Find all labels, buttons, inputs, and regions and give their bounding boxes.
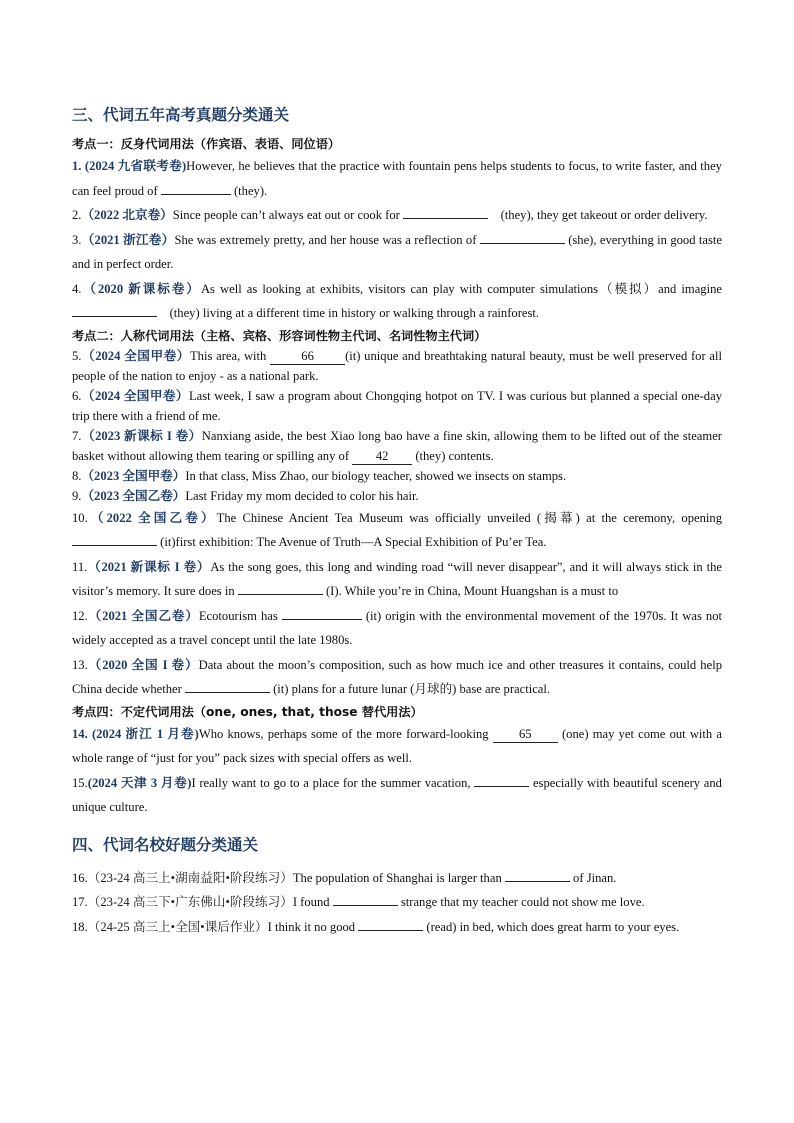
question-source: （2023 全国甲卷） — [81, 468, 186, 483]
answer-blank[interactable] — [333, 905, 398, 906]
question-text: (I). While you’re in China, Mount Huangshan is a must to — [322, 584, 619, 598]
question-source: （2023 新课标 I 卷） — [81, 428, 202, 443]
question-text: (it) plans for a future lunar (月球的) base are practical. — [269, 682, 551, 696]
question-source: （2022 全国乙卷） — [87, 510, 217, 525]
question-text: The Chinese Ancient Tea Museum was officially unveiled (揭幕) at the ceremony, opening — [216, 510, 722, 525]
question-3 — [72, 228, 722, 277]
question-text: (they) living at a different time in history or walking through a rainforest. — [166, 306, 540, 320]
question-number: 18. — [72, 919, 88, 934]
question-text: (they) contents. — [412, 448, 494, 463]
question-text: especially with beautiful scenery and unique culture. — [72, 775, 722, 814]
kaodian-1-heading: 考点一：反身代词用法（作宾语、表语、同位语） — [72, 137, 341, 151]
question-text: (they), they get takeout or order delivery. — [497, 208, 708, 222]
question-text: (read) in bed, which does great harm to your eyes. — [423, 919, 680, 934]
question-17 — [72, 890, 722, 915]
question-source: （2024 全国甲卷） — [81, 388, 189, 403]
question-10 — [72, 506, 722, 555]
question-text: She was extremely pretty, and her house was a reflection of — [174, 232, 480, 247]
question-text: However, he believes that the practice with fountain pens helps students to focus, to write faster, and they can feel proud of — [72, 159, 722, 198]
answer-blank[interactable] — [72, 545, 157, 546]
question-number: 6. — [72, 388, 82, 403]
question-8 — [72, 466, 722, 486]
answer-blank[interactable] — [505, 881, 570, 882]
question-15 — [72, 771, 722, 820]
question-14 — [72, 722, 722, 771]
question-number: 12. — [72, 608, 88, 623]
question-number: 4. — [72, 281, 82, 296]
question-text: (she), everything in good taste and in perfect order. — [72, 232, 722, 271]
question-number: 17. — [72, 895, 88, 909]
answer-blank[interactable] — [474, 786, 529, 787]
question-text: (it) unique and breathtaking natural beauty, must be well preserved for all people of the nation to enjoy - as a national park. — [72, 348, 722, 383]
question-number: 13. — [72, 657, 88, 672]
question-number: 16. — [72, 870, 88, 885]
answer-blank[interactable] — [161, 194, 231, 195]
question-source: (2024 天津 3 月卷) — [87, 775, 192, 790]
answer-blank[interactable] — [358, 930, 423, 931]
question-source: （2023 全国乙卷） — [81, 488, 186, 503]
question-text: The population of Shanghai is larger than — [292, 870, 505, 885]
question-text: Since people can’t always eat out or cook for — [172, 208, 403, 222]
answer-blank[interactable]: 65 — [493, 727, 558, 743]
answer-blank[interactable] — [403, 218, 488, 219]
question-source: （2020 全国 I 卷） — [87, 657, 199, 672]
question-text: (one) may yet come out with a whole range of “just for you” pack sizes with special offers as well. — [72, 726, 722, 765]
question-text: (it) origin with the environmental movement of the 1970s. It was not widely accepted as a travel concept until the late 1980s. — [72, 608, 722, 647]
question-text: I really want to go to a place for the summer vacation, — [191, 775, 475, 790]
question-source: （2021 全国乙卷） — [87, 608, 199, 623]
question-source: （2020 新课标卷） — [81, 281, 201, 296]
question-source: （23-24 高三下•广东佛山•阶段练习） — [87, 895, 293, 909]
question-source: （2022 北京卷） — [81, 208, 173, 222]
question-number: 5. — [72, 348, 82, 363]
question-source: (2024 九省联考卷) — [84, 159, 187, 173]
question-18 — [72, 915, 722, 940]
question-text: In that class, Miss Zhao, our biology teacher, showed we insects on stamps. — [185, 468, 567, 483]
question-source: （2021 浙江卷） — [81, 232, 175, 247]
question-number: 11. — [72, 559, 88, 574]
answer-blank[interactable] — [72, 316, 157, 317]
question-source: (2024 浙江 1 月卷) — [91, 726, 199, 741]
question-text: Ecotourism has — [198, 608, 282, 623]
question-number: 15. — [72, 775, 88, 790]
question-2 — [72, 203, 722, 228]
question-text: As well as looking at exhibits, visitors can play with computer simulations（模拟）and imagine — [200, 281, 722, 296]
question-4 — [72, 277, 722, 326]
question-text: I think it no good — [267, 919, 359, 934]
document-page — [72, 104, 722, 939]
answer-blank[interactable] — [480, 243, 565, 244]
question-text: As the song goes, this long and winding road “will never disappear”, and it will always stick in the visitor’s memory. It sure does in — [72, 559, 722, 598]
question-source: （2021 新课标 I 卷） — [87, 559, 211, 574]
question-5 — [72, 346, 722, 386]
question-source: （23-24 高三上•湖南益阳•阶段练习） — [87, 870, 293, 885]
question-number: 2. — [72, 208, 82, 222]
question-text: of Jinan. — [569, 870, 617, 885]
question-7 — [72, 426, 722, 466]
question-text: (they). — [230, 183, 268, 198]
question-number: 10. — [72, 510, 88, 525]
question-13 — [72, 653, 722, 702]
question-11 — [72, 555, 722, 604]
question-source: （24-25 高三上•全国•课后作业） — [87, 919, 268, 934]
question-text: This area, with — [189, 348, 271, 363]
kaodian-4-heading: 考点四：不定代词用法（one, ones, that, those 替代用法） — [72, 704, 423, 719]
question-number: 8. — [72, 468, 82, 483]
question-text: (it)first exhibition: The Avenue of Truth—A Special Exhibition of Pu’er Tea. — [157, 535, 547, 549]
question-text: I found — [292, 895, 333, 909]
question-text: Last week, I saw a program about Chongqing hotpot on TV. I was curious but planned a special one-day trip there with a friend of me. — [72, 388, 722, 423]
question-number: 9. — [72, 488, 82, 503]
question-text: strange that my teacher could not show me love. — [397, 895, 645, 909]
question-number: 3. — [72, 232, 82, 247]
question-9 — [72, 486, 722, 506]
answer-blank[interactable]: 66 — [270, 349, 345, 365]
section-title-3: 三、代词五年高考真题分类通关 — [72, 106, 290, 124]
question-1 — [72, 154, 722, 203]
question-text: Who knows, perhaps some of the more forward-looking — [198, 726, 493, 741]
question-12 — [72, 604, 722, 653]
question-text: Data about the moon’s composition, such as how much ice and other treasures it contains, could help China decide whether — [72, 657, 722, 696]
answer-blank[interactable]: 42 — [352, 449, 412, 465]
answer-blank[interactable] — [185, 692, 270, 693]
answer-blank[interactable] — [238, 594, 323, 595]
question-text: Nanxiang aside, the best Xiao long bao have a fine skin, allowing them to be lifted out of the steamer basket without allowing them tearing or spilling any of — [72, 428, 722, 463]
question-number: 1. — [72, 159, 82, 173]
question-source: （2024 全国甲卷） — [81, 348, 190, 363]
question-number: 14. — [72, 726, 88, 741]
kaodian-2-heading: 考点二：人称代词用法（主格、宾格、形容词性物主代词、名词性物主代词） — [72, 328, 487, 343]
question-number: 7. — [72, 428, 82, 443]
question-text: Last Friday my mom decided to color his hair. — [185, 488, 419, 503]
question-6 — [72, 386, 722, 426]
question-16 — [72, 866, 722, 891]
answer-blank[interactable] — [282, 619, 362, 620]
section-title-4: 四、代词名校好题分类通关 — [72, 835, 259, 854]
